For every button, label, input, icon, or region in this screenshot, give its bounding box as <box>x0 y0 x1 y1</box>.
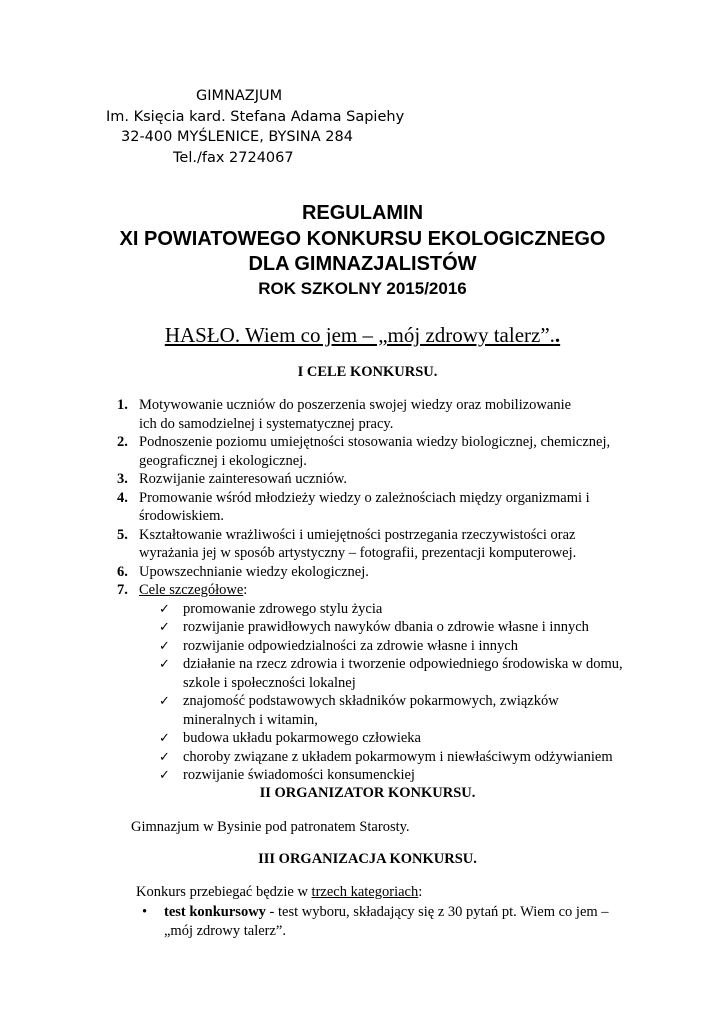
school-address: 32-400 MYŚLENICE, BYSINA 284 <box>121 129 353 145</box>
category-description: - test wyboru, składający się z 30 pytań pt. Wiem co jem – <box>265 904 609 920</box>
check-item-text-cont: mineralnych i witamin, <box>183 711 318 728</box>
item-text-cont: wyrażania jej w sposób artystyczny – fotografii, prezentacji komputerowej. <box>139 545 577 561</box>
detailed-goals-label: Cele szczegółowe <box>139 582 244 598</box>
school-phone: Tel./fax 2724067 <box>173 149 294 166</box>
item-number: 6. <box>117 563 128 580</box>
item-text-cont: środowiskiem. <box>139 508 224 524</box>
school-address-block <box>100 86 440 168</box>
check-item-text: znajomość podstawowych składników pokarmowych, związków <box>183 693 559 709</box>
list-item <box>117 396 637 433</box>
check-icon: ✓ <box>159 637 170 653</box>
list-item <box>159 748 637 767</box>
goals-list <box>117 396 637 785</box>
title-school-year: ROK SZKOLNY 2015/2016 <box>258 278 467 298</box>
section-1-heading: I CELE KONKURSU. <box>297 364 438 380</box>
item-text: Upowszechnianie wiedzy ekologicznej. <box>139 563 369 580</box>
motto-trailing-dot: . <box>554 323 561 347</box>
list-item <box>159 692 637 729</box>
item-text: Rozwijanie zainteresowań uczniów. <box>139 471 348 487</box>
section-2-heading: II ORGANIZATOR KONKURSU. <box>259 785 476 801</box>
contest-motto <box>0 322 725 348</box>
check-item-text: choroby związane z układem pokarmowym i niewłaściwym odżywianiem <box>183 748 613 765</box>
bullet-icon: • <box>142 904 148 920</box>
category-description-cont: „mój zdrowy talerz”. <box>164 922 286 939</box>
list-item <box>159 600 637 619</box>
school-name: GIMNAZJUM <box>196 88 283 104</box>
title-line-1: REGULAMIN <box>301 202 424 224</box>
item-text-cont: ich do samodzielnej i systematycznej pracy. <box>139 415 394 432</box>
check-icon: ✓ <box>159 600 170 616</box>
item-number: 5. <box>117 526 128 543</box>
check-item-text: budowa układu pokarmowego człowieka <box>183 730 421 746</box>
check-icon: ✓ <box>159 693 170 708</box>
motto-text: HASŁO. Wiem co jem – „mój zdrowy talerz”. <box>164 323 555 347</box>
category-text <box>162 903 642 922</box>
list-item <box>159 637 637 656</box>
list-item <box>159 618 637 637</box>
item-number: 7. <box>117 582 128 598</box>
list-item <box>117 526 637 563</box>
document-title <box>0 201 725 300</box>
check-item-text: rozwijanie odpowiedzialności za zdrowie własne i innych <box>183 637 518 654</box>
check-icon: ✓ <box>159 730 170 745</box>
check-item-text-cont: szkole i społeczności lokalnej <box>183 674 356 691</box>
item-number: 2. <box>117 434 128 450</box>
item-text: Kształtowanie wrażliwości i umiejętności postrzegania rzeczywistości oraz <box>139 526 576 543</box>
detailed-goals-list <box>139 600 637 785</box>
section-3-heading: III ORGANIZACJA KONKURSU. <box>258 851 477 867</box>
list-item <box>117 433 637 470</box>
item-number: 3. <box>117 471 128 487</box>
item-text: Motywowanie uczniów do poszerzenia swojej wiedzy oraz mobilizowanie <box>139 397 572 413</box>
list-item <box>117 563 637 582</box>
intro-text: Konkurs przebiegać będzie w <box>136 884 312 900</box>
check-icon: ✓ <box>159 656 170 671</box>
category-name: test konkursowy <box>164 904 266 920</box>
title-line-2: XI POWIATOWEGO KONKURSU EKOLOGICZNEGO <box>119 227 606 250</box>
label-colon: : <box>243 582 248 598</box>
list-item <box>117 470 637 489</box>
item-text-cont: geograficznej i ekologicznej. <box>139 452 307 469</box>
list-item <box>117 581 637 785</box>
categories-list <box>142 903 642 940</box>
list-item <box>159 655 637 692</box>
organization-intro <box>136 883 422 902</box>
check-item-text: rozwijanie prawidłowych nawyków dbania o zdrowie własne i innych <box>183 619 589 635</box>
item-text: Podnoszenie poziomu umiejętności stosowania wiedzy biologicznej, chemicznej, <box>139 434 611 450</box>
intro-colon: : <box>418 884 423 900</box>
item-text <box>139 581 637 600</box>
check-item-text: działanie na rzecz zdrowia i tworzenie odpowiedniego środowiska w domu, <box>183 656 623 672</box>
list-item <box>117 489 637 526</box>
list-item <box>159 766 637 785</box>
intro-categories: trzech kategoriach <box>311 884 419 900</box>
check-icon: ✓ <box>159 748 170 764</box>
school-patron: Im. Księcia kard. Stefana Adama Sapiehy <box>106 108 405 125</box>
title-line-3: DLA GIMNAZJALISTÓW <box>248 253 477 275</box>
check-item-text: rozwijanie świadomości konsumenckiej <box>183 767 415 783</box>
check-icon: ✓ <box>159 619 170 634</box>
check-item-text: promowanie zdrowego stylu życia <box>183 600 383 617</box>
list-item <box>142 903 642 940</box>
check-icon: ✓ <box>159 767 170 782</box>
item-text: Promowanie wśród młodzieży wiedzy o zależnościach między organizmami i <box>139 489 590 506</box>
item-number: 4. <box>117 489 128 506</box>
item-number: 1. <box>117 397 128 413</box>
list-item <box>159 729 637 748</box>
organizer-text: Gimnazjum w Bysinie pod patronatem Starosty. <box>131 819 410 835</box>
